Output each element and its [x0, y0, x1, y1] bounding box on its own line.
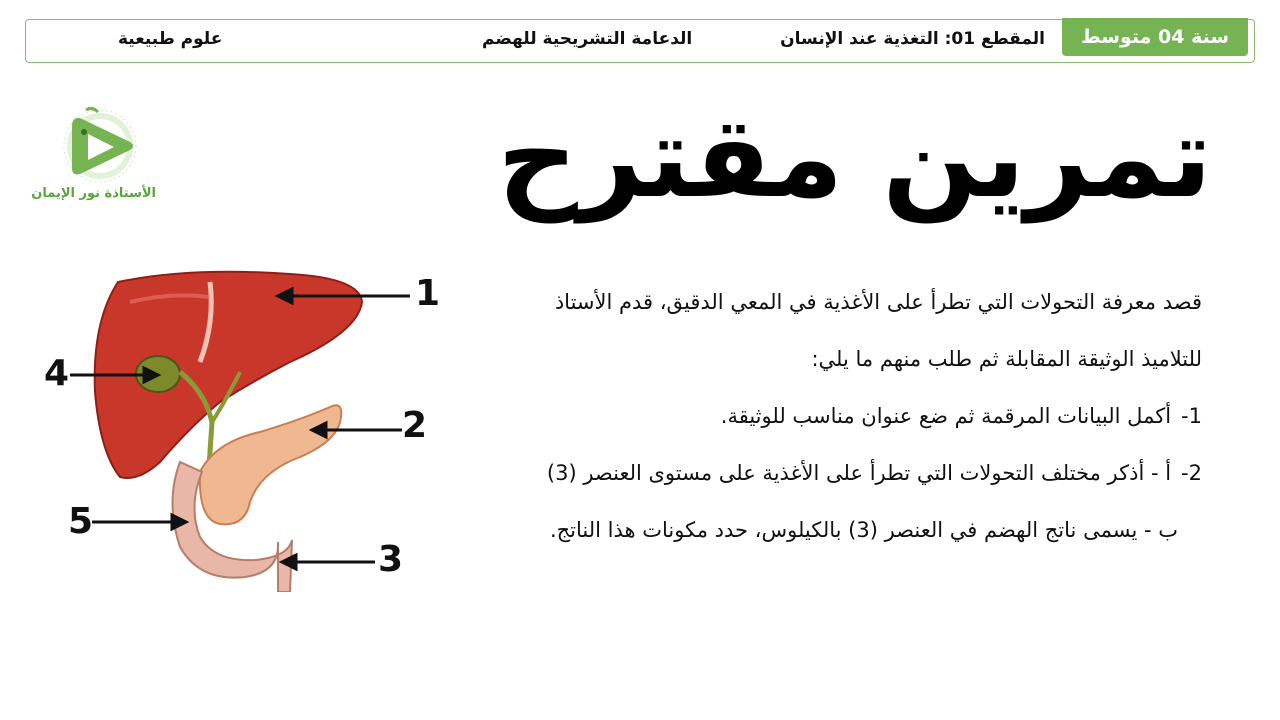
- callout-label-4: 4: [44, 353, 70, 394]
- question-2a-text: أ - أذكر مختلف التحولات التي تطرأ على الأغذية على مستوى العنصر (3): [546, 461, 1172, 485]
- logo-text: الأستاذة نور الإيمان: [31, 186, 156, 201]
- digestive-organs-diagram: [40, 262, 440, 592]
- grade-label: سنة 04 متوسط: [1080, 26, 1230, 48]
- exercise-text: [440, 282, 1202, 567]
- intro-line-1: قصد معرفة التحولات التي تطرأ على الأغذية في المعي الدقيق، قدم الأستاذ: [554, 290, 1202, 314]
- question-2-number: 2-: [1181, 461, 1202, 485]
- callout-label-3: 3: [378, 539, 404, 580]
- grade-tab: [1062, 18, 1248, 56]
- question-1: [440, 396, 1202, 453]
- question-2a: [440, 453, 1202, 510]
- callout-label-2: 2: [402, 405, 428, 446]
- intro-line-2: للتلاميذ الوثيقة المقابلة ثم طلب منهم ما يلي:: [811, 347, 1202, 371]
- callout-label-1: 1: [415, 273, 441, 314]
- callout-label-5: 5: [68, 501, 94, 542]
- pancreas-shape: [200, 405, 341, 524]
- question-2b: ب - يسمى ناتج الهضم في العنصر (3) بالكيلوس، حدد مكونات هذا الناتج.: [549, 518, 1178, 542]
- subject-label: علوم طبيعية: [118, 29, 223, 49]
- question-1-text: أكمل البيانات المرقمة ثم ضع عنوان مناسب للوثيقة.: [720, 404, 1172, 428]
- topic-label: الدعامة التشريحية للهضم: [482, 29, 693, 49]
- unit-label: المقطع 01: التغذية عند الإنسان: [780, 29, 1045, 49]
- question-1-number: 1-: [1181, 404, 1202, 428]
- page-title: تمرين مقترح: [497, 93, 1212, 223]
